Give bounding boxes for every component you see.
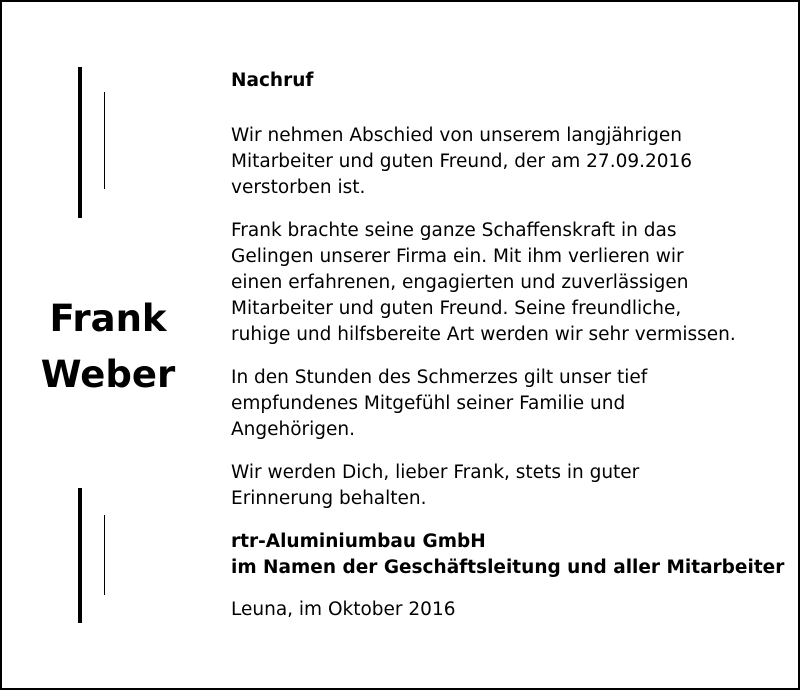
- notice-heading: Nachruf: [231, 70, 314, 91]
- deceased-first-name: Frank: [49, 297, 167, 340]
- paragraph-condolence: [231, 365, 791, 443]
- text-line: Erinnerung behalten.: [231, 488, 427, 509]
- text-line: verstorben ist.: [231, 177, 366, 198]
- decorative-bar-top-thick: [78, 67, 82, 218]
- text-line: Mitarbeiter und guten Freund, der am 27.09.2016: [231, 151, 693, 172]
- signature-subline: im Namen der Geschäftsleitung und aller Mitarbeiter: [231, 557, 785, 578]
- text-line: ruhige und hilfsbereite Art werden wir sehr vermissen.: [231, 324, 736, 345]
- text-line: Wir werden Dich, lieber Frank, stets in guter: [231, 462, 640, 483]
- decorative-bar-bottom-thick: [78, 488, 82, 623]
- deceased-last-name: Weber: [40, 353, 176, 396]
- paragraph-remembrance: [231, 460, 791, 512]
- paragraph-farewell: [231, 123, 791, 201]
- text-line: In den Stunden des Schmerzes gilt unser tief: [231, 367, 648, 388]
- text-line: Angehörigen.: [231, 419, 356, 440]
- company-name: rtr-Aluminiumbau GmbH: [231, 531, 486, 552]
- decorative-bar-top-thin: [104, 92, 105, 189]
- text-line: Frank brachte seine ganze Schaffenskraft in das: [231, 220, 677, 241]
- signature-block: [231, 529, 791, 581]
- text-line: Gelingen unserer Firma ein. Mit ihm verlieren wir: [231, 246, 684, 267]
- text-line: Wir nehmen Abschied von unserem langjährigen: [231, 125, 683, 146]
- notice-text: [231, 68, 791, 623]
- text-line: empfundenes Mitgefühl seiner Familie und: [231, 393, 626, 414]
- text-line: Mitarbeiter und guten Freund. Seine freundliche,: [231, 298, 682, 319]
- text-line: einen erfahrenen, engagierten und zuverlässigen: [231, 272, 689, 293]
- paragraph-tribute: [231, 218, 791, 348]
- place-and-date: Leuna, im Oktober 2016: [231, 599, 456, 620]
- decorative-bar-bottom-thin: [104, 515, 105, 595]
